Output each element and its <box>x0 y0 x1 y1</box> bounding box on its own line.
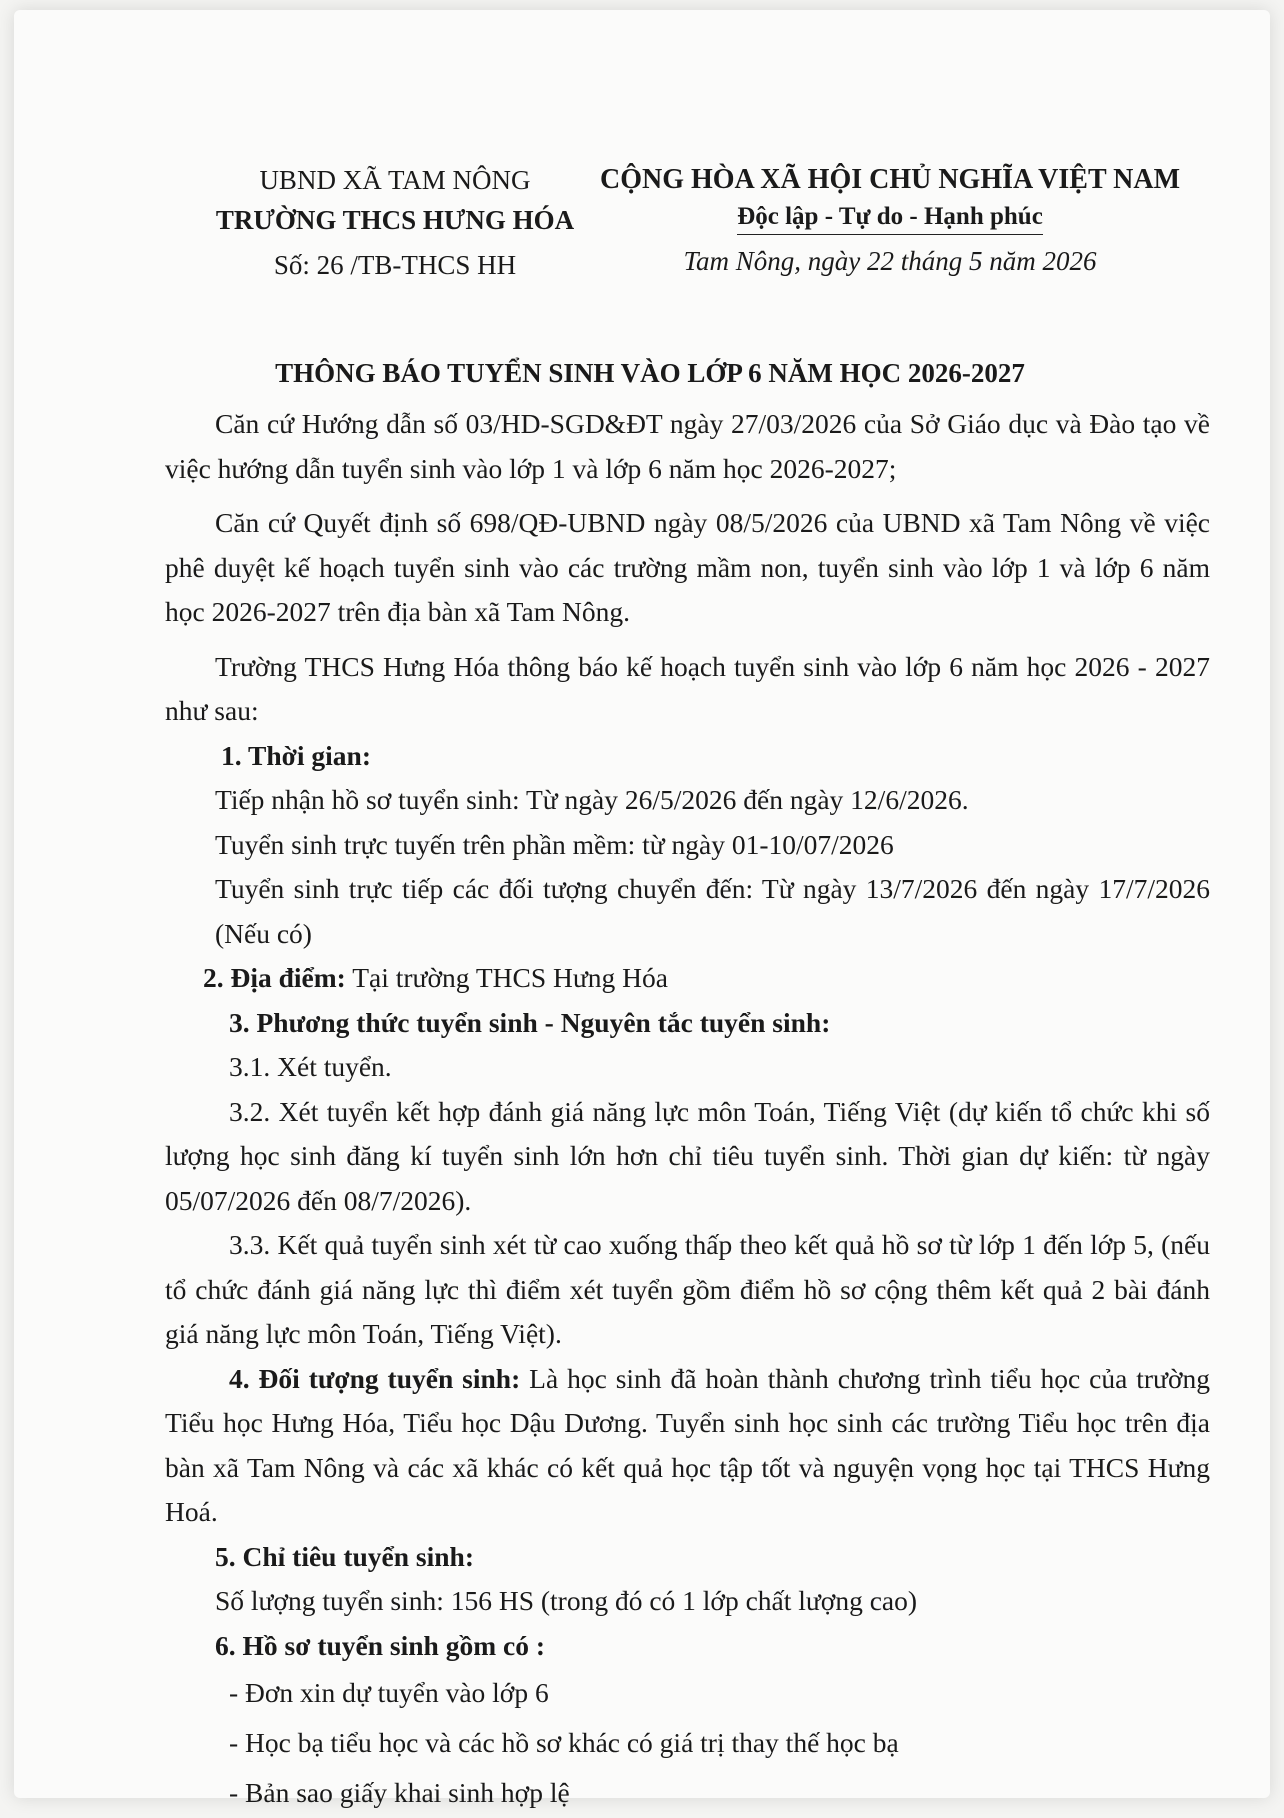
section-1-item: Tuyển sinh trực tiếp các đối tượng chuyển đến: Từ ngày 13/7/2026 đến ngày 17/7/2026 (Nếu có) <box>215 873 1210 949</box>
section-6-heading: 6. Hồ sơ tuyển sinh gồm có : <box>215 1629 545 1661</box>
section-4 <box>165 1357 1210 1535</box>
section-4-heading: 4. Đối tượng tuyển sinh: <box>229 1362 521 1394</box>
section-2 <box>165 956 1210 1001</box>
national-heading-block <box>590 160 1190 287</box>
issuer-block <box>200 160 590 290</box>
section-3-heading: 3. Phương thức tuyển sinh - Nguyên tắc tuyển sinh: <box>229 1006 831 1038</box>
document-body <box>165 402 1210 1818</box>
document-number: Số: 26 /TB-THCS HH <box>273 250 517 280</box>
section-2-text: Tại trường THCS Hưng Hóa <box>345 962 668 993</box>
section-6-item: - Học bạ tiểu học và các hồ sơ khác có giá trị thay thế học bạ <box>229 1727 899 1758</box>
preamble-paragraph: Căn cứ Quyết định số 698/QĐ-UBND ngày 08/5/2026 của UBND xã Tam Nông về việc phê duyệt kế hoạch tuyển sinh vào các trường mầm non, tuyển sinh vào lớp 1 và lớp 6 năm học 2026-2027 trên địa bàn xã Tam Nông. <box>165 507 1210 627</box>
section-3-item: 3.3. Kết quả tuyển sinh xét từ cao xuống thấp theo kết quả hồ sơ từ lớp 1 đến lớp 5, (nếu tổ chức đánh giá năng lực thì điểm xét tuyển gồm điểm hồ sơ cộng thêm kết quả 2 bài đánh giá năng lực môn Toán, Tiếng Việt). <box>165 1229 1210 1349</box>
preamble-paragraph: Trường THCS Hưng Hóa thông báo kế hoạch tuyển sinh vào lớp 6 năm học 2026 - 2027 như sau: <box>165 650 1210 726</box>
republic-name: CỘNG HÒA XÃ HỘI CHỦ NGHĨA VIỆT NAM <box>599 164 1181 195</box>
section-4-text: Là học sinh đã hoàn thành chương trình tiểu học của trường Tiểu học Hưng Hóa, Tiểu học Dậu Dương. Tuyển sinh học sinh các trường Tiểu học trên địa bàn xã Tam Nông và các xã khác có kết quả học tập tốt và nguyện vọng học tại THCS Hưng Hoá. <box>165 1362 1210 1527</box>
section-6-item: - Đơn xin dự tuyển vào lớp 6 <box>229 1677 549 1708</box>
national-motto: Độc lập - Tự do - Hạnh phúc <box>737 200 1043 235</box>
authority-name: UBND XÃ TAM NÔNG <box>259 165 531 195</box>
document-title: THÔNG BÁO TUYỂN SINH VÀO LỚP 6 NĂM HỌC 2026-2027 <box>275 358 1025 388</box>
section-5-text: Số lượng tuyển sinh: 156 HS (trong đó có 1 lớp chất lượng cao) <box>215 1585 918 1616</box>
section-1-heading: 1. Thời gian: <box>221 739 371 771</box>
section-1-item: Tiếp nhận hồ sơ tuyển sinh: Từ ngày 26/5/2026 đến ngày 12/6/2026. <box>215 784 969 815</box>
section-3-item: 3.1. Xét tuyển. <box>229 1051 392 1082</box>
section-3-item: 3.2. Xét tuyển kết hợp đánh giá năng lực môn Toán, Tiếng Việt (dự kiến tổ chức khi số lượng học sinh đăng kí tuyển sinh lớn hơn chỉ tiêu tuyển sinh. Thời gian dự kiến: từ ngày 05/07/2026 đến 08/7/2026). <box>165 1095 1210 1216</box>
section-5-heading: 5. Chỉ tiêu tuyển sinh: <box>215 1540 475 1572</box>
section-6-item: - Bản sao giấy khai sinh hợp lệ <box>229 1777 570 1808</box>
preamble-paragraph: Căn cứ Hướng dẫn số 03/HD-SGD&ĐT ngày 27/03/2026 của Sở Giáo dục và Đào tạo về việc hướng dẫn tuyển sinh vào lớp 1 và lớp 6 năm học 2026-2027; <box>165 408 1210 484</box>
place-date: Tam Nông, ngày 22 tháng 5 năm 2026 <box>683 246 1097 276</box>
school-name: TRƯỜNG THCS HƯNG HÓA <box>215 205 575 235</box>
section-2-heading: 2. Địa điểm: <box>203 962 346 993</box>
section-1-item: Tuyển sinh trực tuyến trên phần mềm: từ ngày 01-10/07/2026 <box>215 828 894 860</box>
